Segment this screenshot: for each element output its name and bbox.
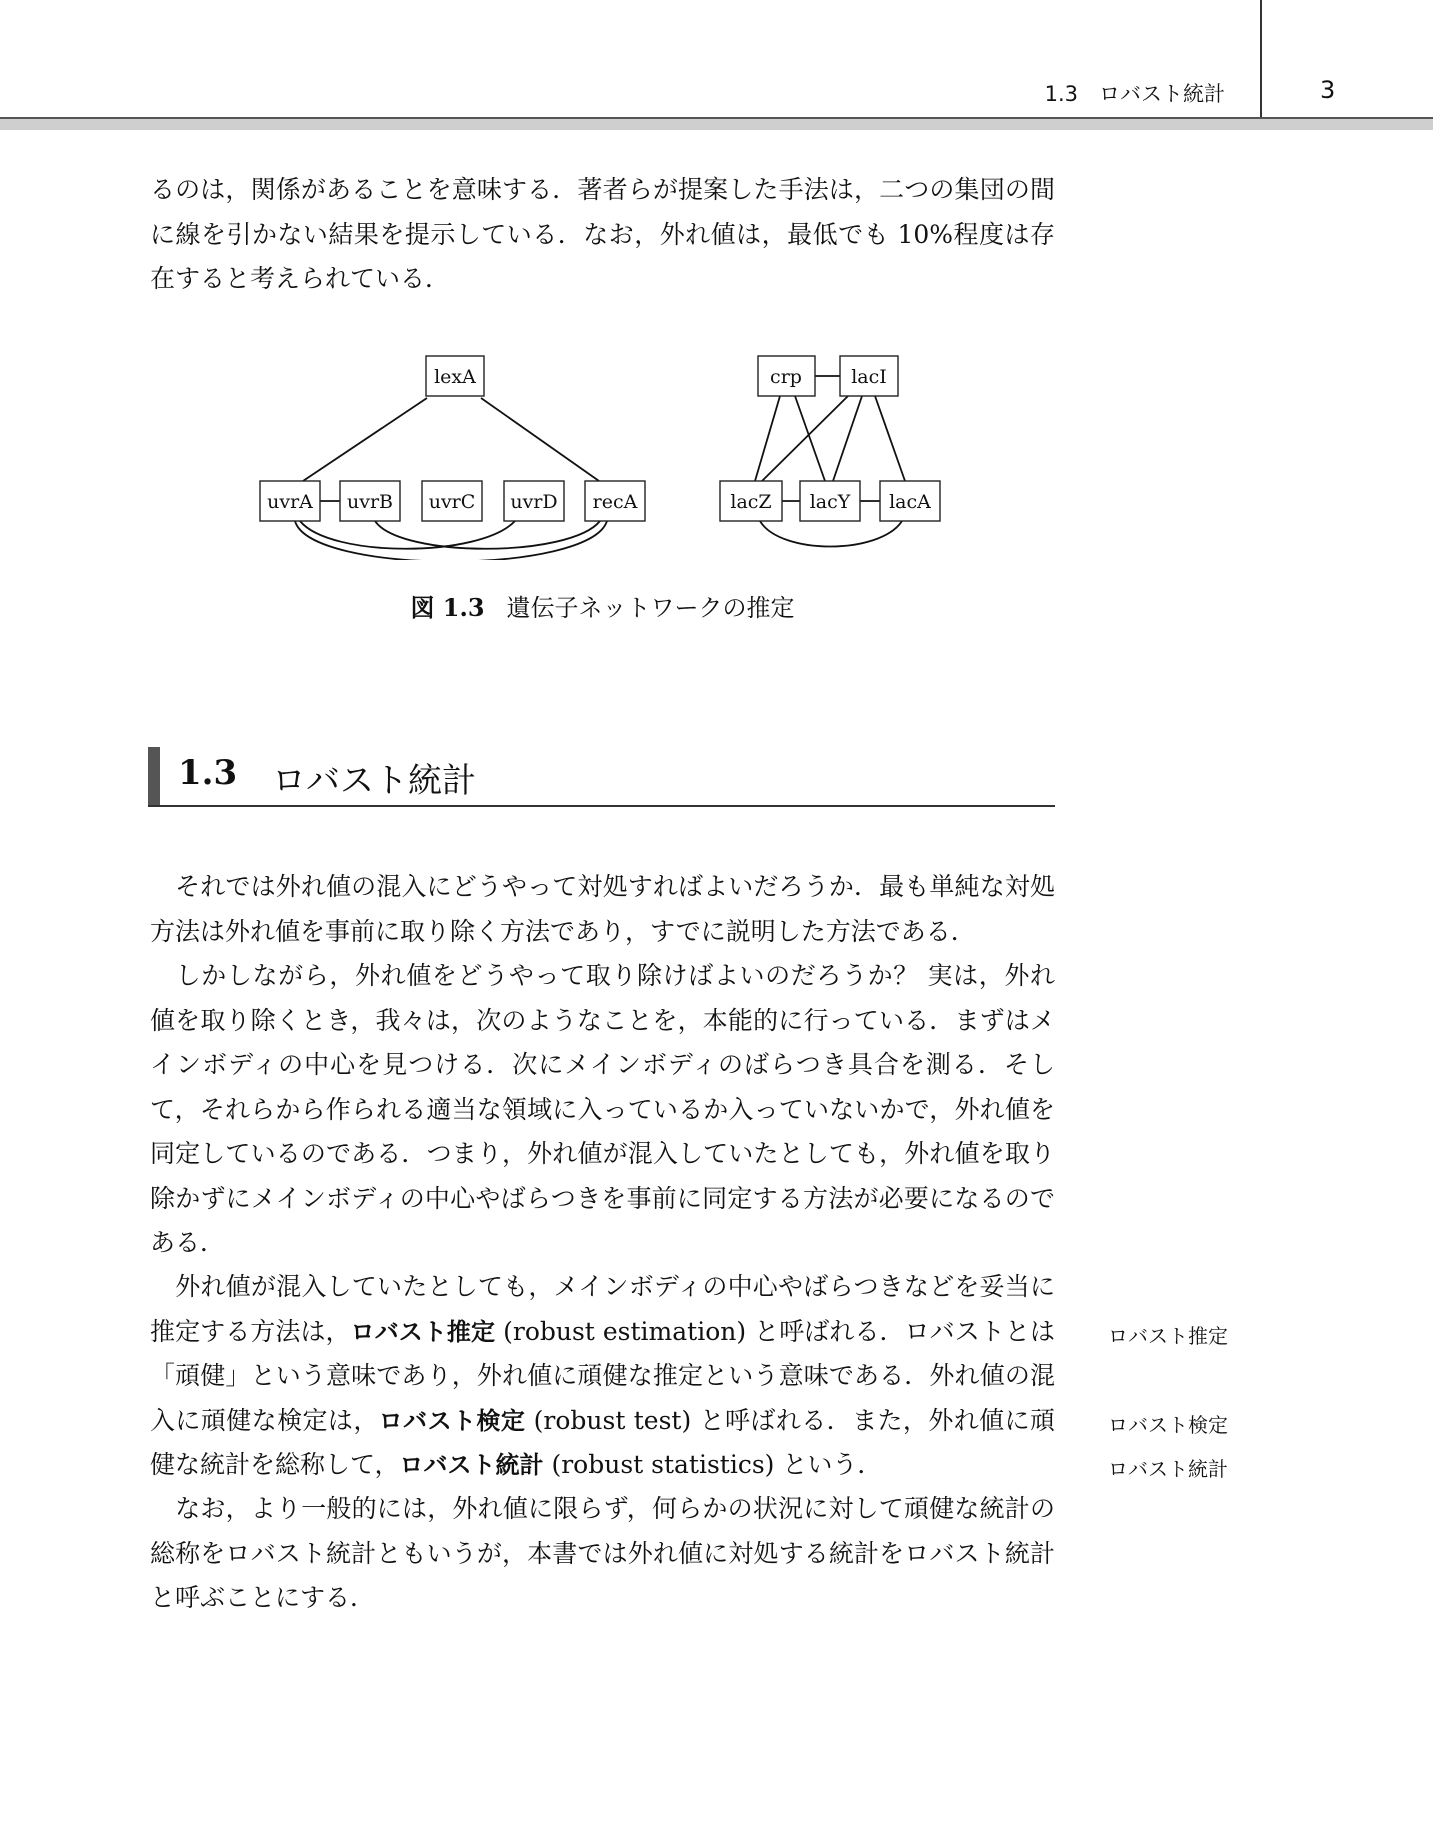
section-marker-bar xyxy=(148,747,160,805)
node-label-recA: recA xyxy=(592,491,638,513)
body-paragraph-4 xyxy=(150,1487,1055,1621)
body-paragraph-3 xyxy=(150,1265,1055,1488)
body-paragraph-3-part-c: (robust test) と呼ばれる．また，外れ値に頑健な統計を総称して， xyxy=(150,1405,1055,1479)
node-label-crp: crp xyxy=(770,366,802,388)
edge-lexA-recA xyxy=(481,398,599,481)
margin-note-robust-statistics: ロバスト統計 xyxy=(1108,1457,1228,1481)
node-label-lexA: lexA xyxy=(434,366,476,388)
section-number: 1.3 xyxy=(178,753,238,793)
figure-caption-number: 図 1.3 xyxy=(410,593,485,622)
body-paragraph-1 xyxy=(150,865,1055,954)
node-label-lacA: lacA xyxy=(889,491,931,513)
node-label-lacZ: lacZ xyxy=(730,491,772,513)
body-paragraph-2 xyxy=(150,954,1055,1266)
section-heading xyxy=(148,747,1055,809)
node-label-uvrB: uvrB xyxy=(346,491,394,513)
body-paragraph-3-part-d: (robust statistics) という． xyxy=(543,1450,883,1479)
gene-network-diagram xyxy=(250,340,950,560)
edge-crp-lacZ xyxy=(755,396,780,481)
node-label-uvrD: uvrD xyxy=(510,491,558,513)
term-robust-estimation: ロバスト推定 xyxy=(350,1317,496,1346)
body-paragraph-4-text: なお，より一般的には，外れ値に限らず，何らかの状況に対して頑健な統計の総称をロバスト統計ともいうが，本書では外れ値に対処する統計をロバスト統計と呼ぶことにする． xyxy=(150,1494,1055,1612)
term-robust-statistics: ロバスト統計 xyxy=(399,1451,544,1479)
body-paragraph-3-part-a: 外れ値が混入していたとしても，メインボディの中心やばらつきなどを妥当に推定する方法は， xyxy=(150,1272,1055,1346)
edge-lexA-uvrA xyxy=(303,398,427,481)
header-vertical-rule xyxy=(1260,0,1262,118)
intro-paragraph: るのは，関係があることを意味する．著者らが提案した手法は，二つの集団の間に線を引かない結果を提示している．なお，外れ値は，最低でも 10%程度は存在すると考えられている． xyxy=(150,175,1055,293)
edge-crp-lacY xyxy=(795,396,825,481)
edge-lacI-lacA xyxy=(875,396,905,481)
figure-caption xyxy=(0,588,1205,623)
section-rule xyxy=(148,805,1055,807)
section-title: ロバスト統計 xyxy=(272,761,476,801)
body-paragraph-2-text: しかしながら，外れ値をどうやって取り除けばよいのだろうか？ 実は，外れ値を取り除くとき，我々は，次のようなことを，本能的に行っている．まずはメインボディの中心を見つける．次にメインボディのばらつき具合を測る．そして，それらから作られる適当な領域に入っているか入っていないかで，外れ値を同定しているのである．つまり，外れ値が混入していたとしても，外れ値を取り除かずにメインボディの中心やばらつきを事前に同定する方法が必要になるのである． xyxy=(150,961,1055,1257)
node-label-uvrC: uvrC xyxy=(428,491,476,513)
header-shade xyxy=(0,119,1433,130)
edge-uvrB-recA xyxy=(375,521,600,549)
page-number: 3 xyxy=(1320,76,1336,104)
body-paragraph-3-part-b: (robust estimation) と呼ばれる．ロバストとは「頑健」という意味であり，外れ値に頑健な推定という意味である．外れ値の混入に頑健な検定は， xyxy=(150,1316,1055,1435)
edge-lacZ-lacA xyxy=(760,521,902,547)
edge-uvrA-uvrD xyxy=(300,521,515,549)
margin-note-robust-test: ロバスト検定 xyxy=(1108,1413,1228,1437)
node-label-lacI: lacI xyxy=(851,366,887,388)
margin-note-robust-estimation: ロバスト推定 xyxy=(1108,1324,1228,1348)
page-header xyxy=(0,0,1433,130)
body-paragraph-1-text: それでは外れ値の混入にどうやって対処すればよいだろうか．最も単純な対処方法は外れ値を事前に取り除く方法であり，すでに説明した方法である． xyxy=(150,872,1055,946)
term-robust-test: ロバスト検定 xyxy=(378,1406,526,1435)
figure-caption-text: 遺伝子ネットワークの推定 xyxy=(506,594,795,622)
edge-lacI-lacY xyxy=(833,396,862,481)
running-title: 1.3 ロバスト統計 xyxy=(1044,82,1225,106)
node-label-uvrA: uvrA xyxy=(267,491,313,513)
gene-network-figure xyxy=(250,340,950,560)
edge-lacI-lacZ xyxy=(762,396,848,481)
node-label-lacY: lacY xyxy=(809,491,851,513)
